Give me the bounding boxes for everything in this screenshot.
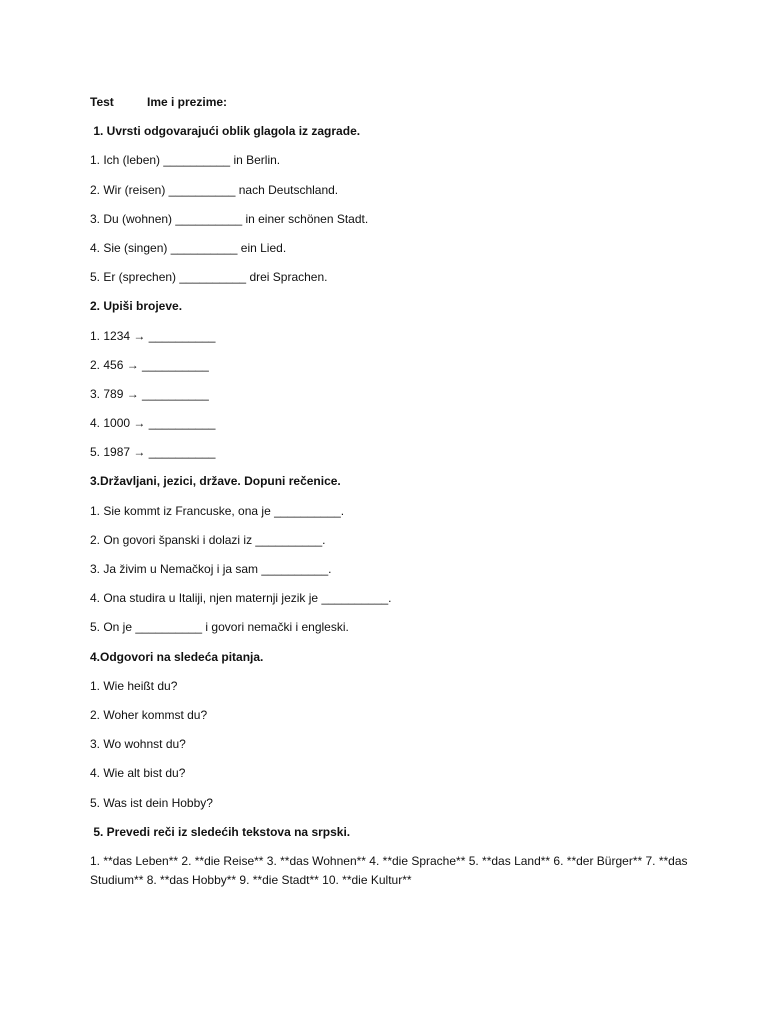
section-2-item: 2. 456 → __________: [90, 357, 209, 372]
section-3-item: 2. On govori španski i dolazi iz __________.: [90, 532, 326, 547]
section-1-item: 2. Wir (reisen) __________ nach Deutschland.: [90, 182, 339, 197]
section-2-item: 3. 789 → __________: [90, 386, 209, 401]
section-3-item: 5. On je __________ i govori nemački i engleski.: [90, 620, 349, 635]
test-label: Test: [90, 95, 114, 109]
section-3-item: 3. Ja živim u Nemačkoj i ja sam __________.: [90, 562, 332, 576]
document-page: [90, 93, 690, 890]
section-1-item: 5. Er (sprechen) __________ drei Sprachen.: [90, 270, 328, 285]
section-2-title: 2. Upiši brojeve.: [90, 299, 183, 314]
section-5-title: 5. Prevedi reči iz sledećih tekstova na srpski.: [90, 824, 351, 839]
section-4-item: 1. Wie heißt du?: [90, 678, 178, 693]
section-4-item: 5. Was ist dein Hobby?: [90, 795, 213, 810]
section-4-title: 4.Odgovori na sledeća pitanja.: [90, 649, 264, 664]
section-2-item: 4. 1000 → __________: [90, 416, 216, 431]
name-label: Ime i prezime:: [147, 95, 228, 109]
translation-word-list: 1. **das Leben** 2. **die Reise** 3. **das Wohnen** 4. **die Sprache** 5. **das Land** 6. **der Bürger** 7. **das Studium** 8. **das Hobby** 9. **die Stadt** 10. **die Kultur**: [90, 853, 688, 887]
section-3-item: 1. Sie kommt iz Francuske, ona je __________.: [90, 503, 345, 518]
section-1-item: 4. Sie (singen) __________ ein Lied.: [90, 240, 287, 255]
section-1-item: 3. Du (wohnen) __________ in einer schönen Stadt.: [90, 211, 369, 226]
section-2-item: 1. 1234 → __________: [90, 328, 216, 343]
section-3-title: 3.Državljani, jezici, države. Dopuni rečenice.: [90, 474, 341, 489]
document-header: [90, 93, 690, 122]
section-3-item: 4. Ona studira u Italiji, njen maternji jezik je __________.: [90, 591, 392, 606]
section-2-item: 5. 1987 → __________: [90, 445, 216, 460]
section-1-item: 1. Ich (leben) __________ in Berlin.: [90, 153, 281, 168]
section-4-item: 4. Wie alt bist du?: [90, 766, 186, 781]
section-1-title: 1. Uvrsti odgovarajući oblik glagola iz zagrade.: [90, 124, 361, 139]
section-4-item: 2. Woher kommst du?: [90, 707, 208, 722]
section-4-item: 3. Wo wohnst du?: [90, 737, 186, 752]
